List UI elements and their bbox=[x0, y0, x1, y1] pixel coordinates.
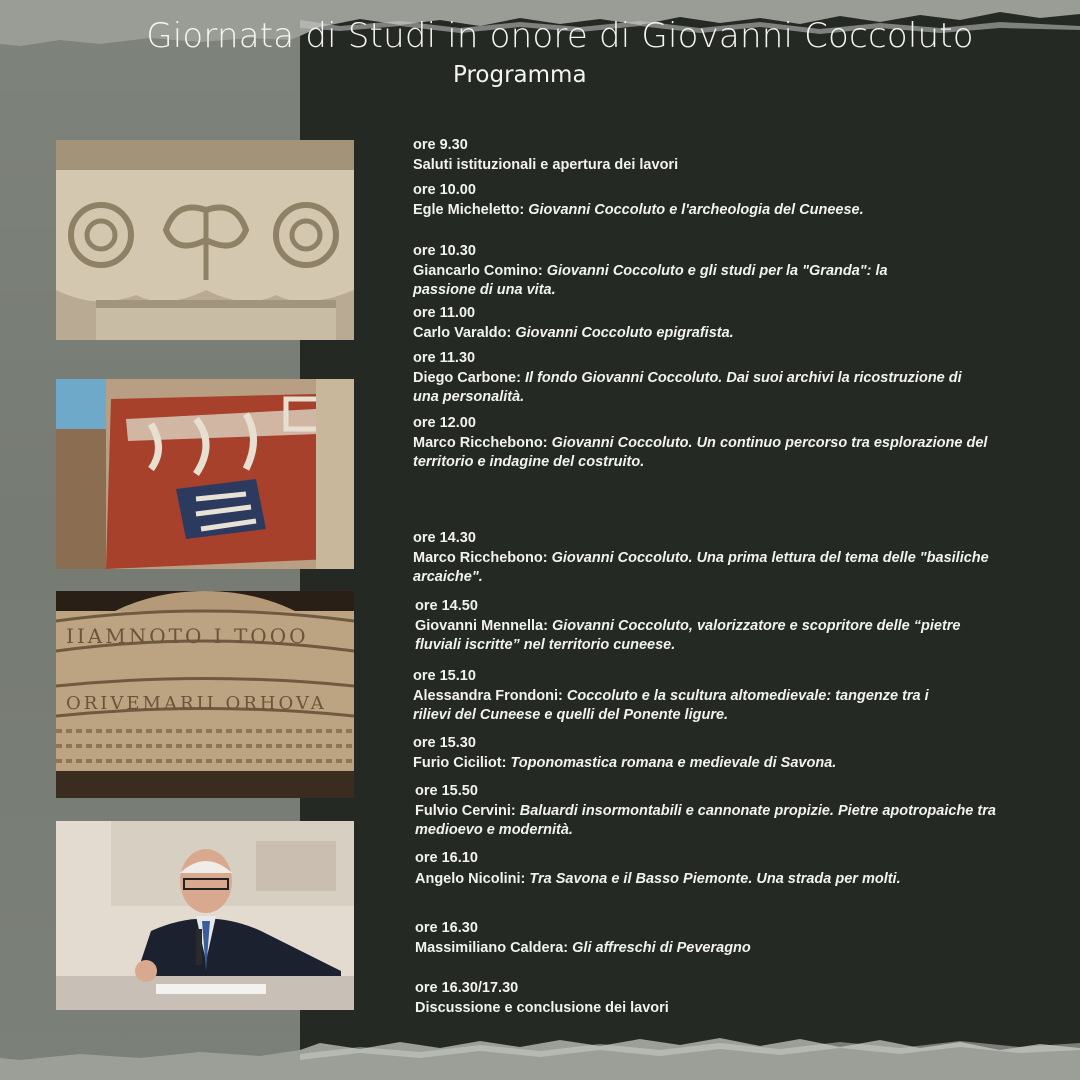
entry-speaker: Diego Carbone: bbox=[413, 369, 521, 386]
program-entry bbox=[413, 136, 1073, 175]
entry-description: Discussione e conclusione dei lavori bbox=[415, 999, 669, 1016]
page-title: Giornata di Studi in onore di Giovanni Coccoluto bbox=[146, 16, 974, 56]
entry-time: ore 10.00 bbox=[413, 182, 476, 198]
entry-talk-title: Giovanni Coccoluto epigrafista. bbox=[515, 324, 734, 341]
entry-speaker: Marco Ricchebono: bbox=[413, 434, 548, 451]
entry-time: ore 11.30 bbox=[413, 350, 476, 366]
page-subtitle: Programma bbox=[453, 62, 587, 88]
entry-time: ore 11.00 bbox=[413, 305, 476, 321]
program-entry bbox=[415, 919, 1075, 958]
program-entry bbox=[413, 242, 893, 301]
entry-speaker: Giancarlo Comino: bbox=[413, 262, 543, 279]
entry-time: ore 16.30 bbox=[415, 920, 478, 936]
entry-speaker: Angelo Nicolini: bbox=[415, 871, 526, 887]
program-entry bbox=[413, 529, 1013, 588]
giovanni-coccoluto-speaking-photo bbox=[56, 821, 354, 1010]
entry-talk-title: Giovanni Coccoluto. Un continuo percorso tra esplorazione del territorio e indagine del costruito. bbox=[413, 434, 988, 470]
entry-time: ore 16.30/17.30 bbox=[415, 980, 519, 996]
entry-speaker: Carlo Varaldo: bbox=[413, 324, 512, 341]
entry-talk-title: Giovanni Coccoluto e gli studi per la "Granda": la passione di una vita. bbox=[413, 262, 888, 298]
entry-speaker: Furio Ciciliot: bbox=[413, 754, 507, 771]
fresco-fragment-photo bbox=[56, 379, 354, 569]
entry-time: ore 12.00 bbox=[413, 415, 476, 431]
program-entry bbox=[413, 181, 893, 220]
entry-time: ore 15.30 bbox=[413, 735, 476, 751]
svg-text:IIAMNOTO I TOOO: IIAMNOTO I TOOO bbox=[66, 624, 309, 648]
program-entry bbox=[415, 979, 1075, 1018]
torn-paper-bottom bbox=[0, 1030, 1080, 1080]
entry-speaker: Marco Ricchebono: bbox=[413, 549, 548, 566]
program-entry bbox=[413, 667, 943, 726]
entry-description: Saluti istituzionali e apertura dei lavori bbox=[413, 156, 679, 173]
entry-speaker: Giovanni Mennella: bbox=[415, 617, 548, 634]
entry-time: ore 14.30 bbox=[413, 530, 476, 546]
entry-time: ore 9.30 bbox=[413, 137, 468, 153]
program-entry bbox=[413, 414, 993, 473]
svg-text:ORIVEMARII ORHOVA: ORIVEMARII ORHOVA bbox=[66, 693, 327, 714]
program-entry bbox=[413, 304, 1073, 343]
entry-talk-title: Coccoluto e la scultura altomedievale: tangenze tra i rilievi del Cuneese e quelli del Ponente ligure. bbox=[413, 687, 929, 723]
entry-talk-title: Il fondo Giovanni Coccoluto. Dai suoi archivi la ricostruzione di una personalità. bbox=[413, 369, 962, 405]
entry-time: ore 15.50 bbox=[415, 783, 478, 799]
program-entry bbox=[415, 597, 995, 656]
entry-speaker: Fulvio Cervini: bbox=[415, 802, 516, 819]
entry-speaker: Massimiliano Caldera: bbox=[415, 939, 569, 956]
entry-time: ore 10.30 bbox=[413, 243, 476, 259]
entry-talk-title: Giovanni Coccoluto e l'archeologia del Cuneese. bbox=[528, 201, 864, 218]
entry-talk-title: Tra Savona e il Basso Piemonte. Una strada per molti. bbox=[529, 871, 901, 887]
inscribed-stone-basin-photo bbox=[56, 591, 354, 798]
entry-speaker: Egle Micheletto: bbox=[413, 201, 525, 218]
entry-talk-title: Gli affreschi di Peveragno bbox=[572, 939, 751, 956]
entry-time: ore 15.10 bbox=[413, 668, 476, 684]
entry-talk-title: Toponomastica romana e medievale di Savona. bbox=[510, 754, 837, 771]
entry-speaker: Alessandra Frondoni: bbox=[413, 687, 563, 704]
entry-talk-title: Giovanni Coccoluto. Una prima lettura del tema delle "basiliche arcaiche". bbox=[413, 549, 989, 585]
program-entry bbox=[415, 782, 1015, 841]
entry-talk-title: Baluardi insormontabili e cannonate propizie. Pietre apotropaiche tra medioevo e modernità. bbox=[415, 802, 996, 838]
romanesque-capital-photo bbox=[56, 140, 354, 340]
entry-time: ore 14.50 bbox=[415, 598, 478, 614]
program-entry bbox=[415, 848, 925, 890]
entry-talk-title: Giovanni Coccoluto, valorizzatore e scopritore delle “pietre fluviali iscritte” nel territorio cuneese. bbox=[415, 617, 961, 653]
entry-time: ore 16.10 bbox=[415, 850, 478, 866]
program-entry bbox=[413, 734, 1073, 773]
program-entry bbox=[413, 349, 973, 408]
